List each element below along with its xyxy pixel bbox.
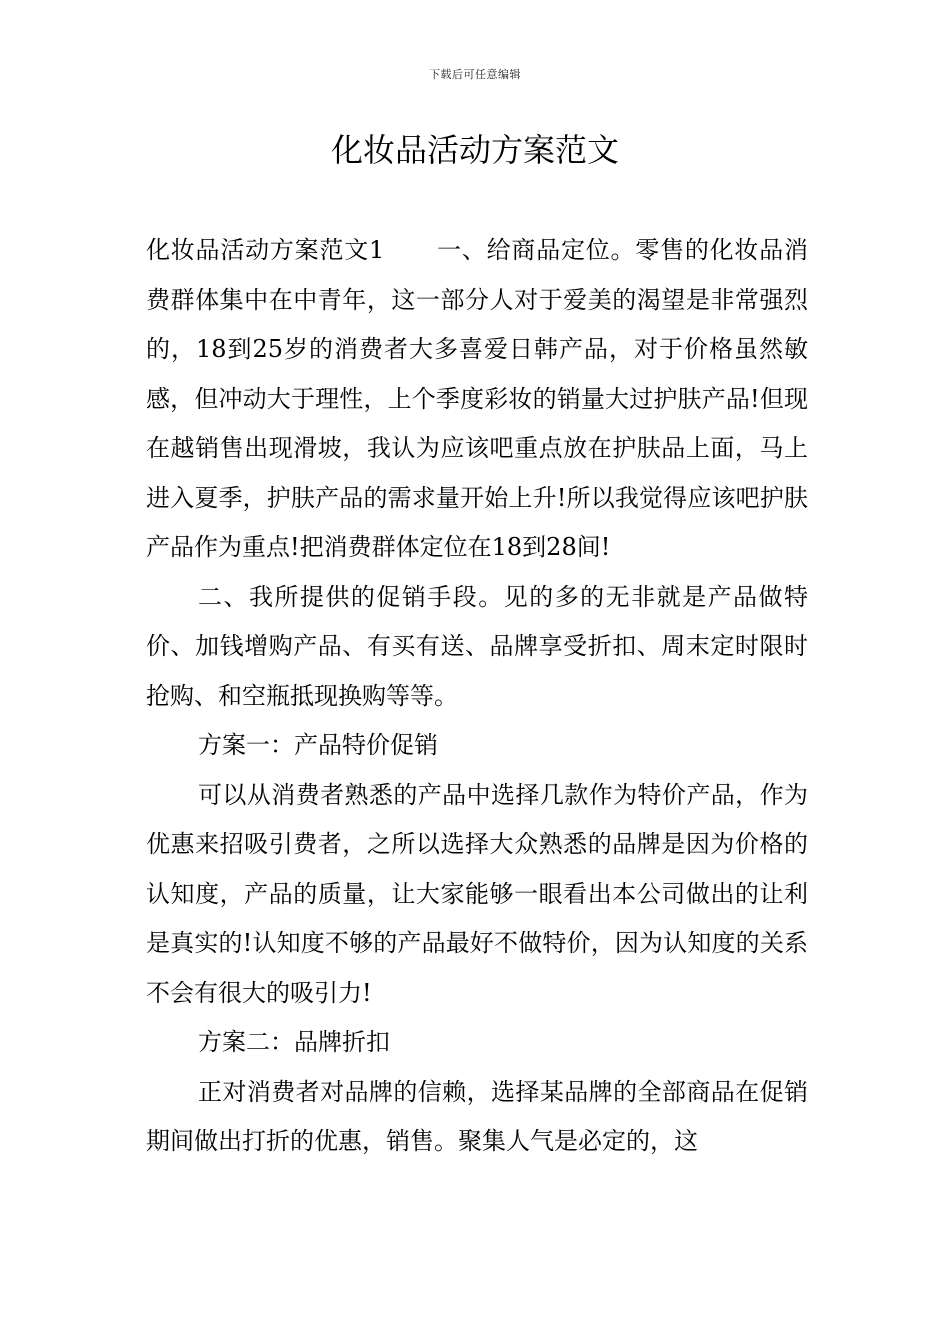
plan-two-heading: 方案二：品牌折扣 [198,1028,390,1056]
section-label: 化妆品活动方案范文1 [146,236,385,264]
header-note: 下载后可任意编辑 [429,68,521,81]
paragraph-1 [146,226,808,573]
document-body [146,226,808,1167]
paragraph-1-text: 一、给商品定位。零售的化妆品消费群体集中在中青年，这一部分人对于爱美的渴望是非常强烈的，18到25岁的消费者大多喜爱日韩产品，对于价格虽然敏感，但冲动大于理性，上个季度彩妆的销量大过护肤产品!但现在越销售出现滑坡，我认为应该吧重点放在护肤品上面，马上进入夏季，护肤产品的需求量开始上升!所以我觉得应该吧护肤产品作为重点!把消费群体定位在18到28间! [146,236,808,561]
document-title: 化妆品活动方案范文 [330,131,619,169]
paragraph-2: 二、我所提供的促销手段。见的多的无非就是产品做特价、加钱增购产品、有买有送、品牌享受折扣、周末定时限时抢购、和空瓶抵现换购等等。 [146,582,808,710]
plan-one-heading: 方案一：产品特价促销 [198,731,438,759]
paragraph-3: 可以从消费者熟悉的产品中选择几款作为特价产品，作为优惠来招吸引费者，之所以选择大众熟悉的品牌是因为价格的认知度，产品的质量，让大家能够一眼看出本公司做出的让利是真实的!认知度不够的产品最好不做特价，因为认知度的关系不会有很大的吸引力! [146,780,808,1007]
paragraph-4: 正对消费者对品牌的信赖，选择某品牌的全部商品在促销期间做出打折的优惠，销售。聚集人气是必定的，这 [146,1077,808,1155]
